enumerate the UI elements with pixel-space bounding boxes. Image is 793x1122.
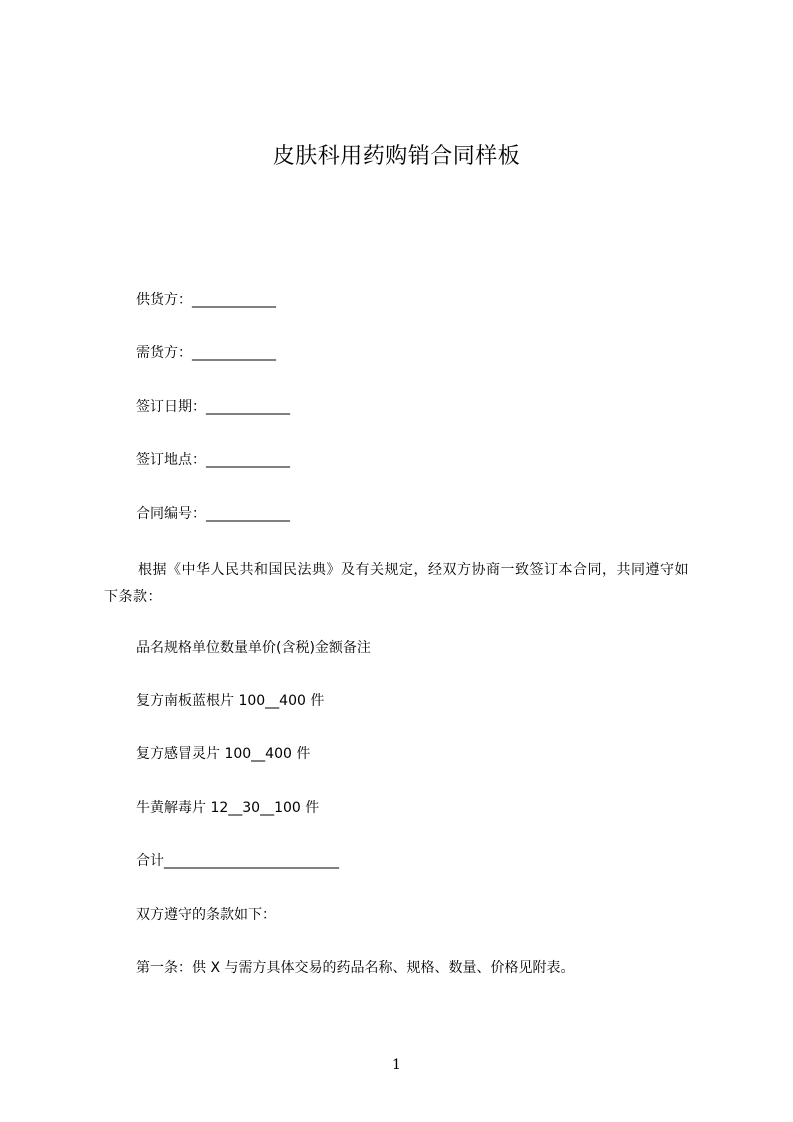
item-line: 牛黄解毒片 12__30__100 件 (136, 800, 320, 816)
item-line: 复方南板蓝根片 100__400 件 (136, 693, 325, 709)
total-line: 合计_________________________ (136, 853, 339, 869)
page-number: 1 (392, 1057, 401, 1073)
article-1: 第一条：供 X 与需方具体交易的药品名称、规格、数量、价格见附表。 (136, 960, 575, 976)
supplier-field: 供货方：____________ (136, 292, 276, 308)
table-header-line: 品名规格单位数量单价(含税)金额备注 (136, 640, 371, 656)
intro-paragraph: 根据《中华人民共和国民法典》及有关规定，经双方协商一致签订本合同，共同遵守如下条款： (104, 562, 689, 605)
sign-place-field: 签订地点：____________ (136, 452, 290, 468)
item-line: 复方感冒灵片 100__400 件 (136, 746, 311, 762)
document-title: 皮肤科用药购销合同样板 (272, 144, 521, 169)
contract-number-field: 合同编号：____________ (136, 506, 290, 522)
terms-heading: 双方遵守的条款如下： (136, 907, 276, 923)
buyer-field: 需货方：____________ (136, 345, 276, 361)
sign-date-field: 签订日期：____________ (136, 399, 290, 415)
